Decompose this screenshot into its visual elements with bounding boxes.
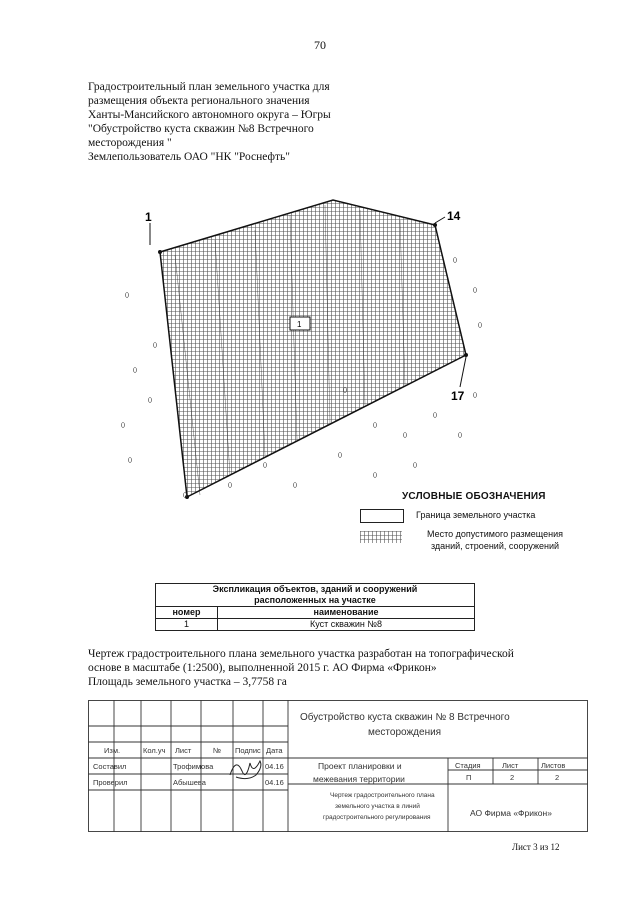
document-header — [88, 80, 408, 164]
stamp-name: Абышева — [173, 778, 206, 787]
stamp-drawing-line: Чертеж градостроительного плана — [330, 792, 435, 799]
stamp-stage-label: Стадия — [455, 761, 481, 770]
stamp-name: Трофимова — [173, 762, 214, 771]
description — [88, 647, 588, 689]
legend-zone-label — [410, 528, 580, 552]
page-number: 70 — [314, 38, 326, 52]
site-plan-map — [115, 195, 485, 500]
explication-caption-line: расположенных на участке — [254, 595, 376, 605]
object-marker-label: 1 — [297, 320, 302, 329]
table-row — [156, 619, 475, 631]
point-label: 17 — [451, 389, 465, 403]
header-line: "Обустройство куста скважин №8 Встречного — [88, 123, 314, 135]
header-line: месторождения " — [88, 137, 172, 149]
legend-zone-label-line: Место допустимого размещения — [426, 529, 563, 539]
explication-caption-line: Экспликация объектов, зданий и сооружений — [212, 584, 418, 594]
stamp-drawing-line: земельного участка в линий — [335, 803, 420, 810]
stamp-role: Составил — [93, 762, 127, 771]
stamp-date: 04.16 — [265, 778, 284, 787]
explication-caption — [156, 584, 475, 607]
stamp-sheet-value: 2 — [510, 773, 515, 782]
description-line: Чертеж градостроительного плана земельного участка разработан на топографической — [88, 648, 514, 660]
stamp-sheet-label: Лист — [502, 761, 519, 770]
stamp-stage-value: П — [466, 773, 472, 782]
description-line: основе в масштабе (1:2500), выполненной 2015 г. АО Фирма «Фрикон» — [88, 662, 437, 674]
stamp-sheets-label: Листов — [541, 761, 566, 770]
row-name: Куст скважин №8 — [218, 619, 475, 631]
header-line: Землепользователь ОАО "НК "Роснефть" — [88, 151, 290, 163]
header-line: Градостроительный план земельного участка для — [88, 81, 330, 93]
stamp-project-line: межевания территории — [313, 774, 405, 784]
stamp-col-list: Лист — [175, 746, 192, 755]
legend-title: УСЛОВНЫЕ ОБОЗНАЧЕНИЯ — [402, 491, 546, 502]
explication-table — [155, 583, 475, 631]
stamp-title-line: Обустройство куста скважин № 8 Встречного — [300, 712, 510, 723]
stamp-project-line: Проект планировки и — [318, 761, 402, 771]
legend-zone-label-line: зданий, строений, сооружений — [430, 541, 560, 551]
header-line: Ханты-Мансийского автономного округа – Югры — [88, 109, 331, 121]
legend-zone-symbol — [360, 531, 402, 543]
column-header-number: номер — [156, 607, 218, 619]
stamp-company: АО Фирма «Фрикон» — [470, 808, 552, 818]
stamp-role: Проверил — [93, 778, 128, 787]
legend-boundary-symbol — [360, 509, 404, 523]
description-line: Площадь земельного участка – 3,7758 га — [88, 676, 287, 688]
sheet-counter: Лист 3 из 12 — [512, 842, 560, 852]
stamp-title-line: месторождения — [368, 727, 442, 738]
stamp-col-izm: Изм. — [104, 746, 121, 755]
stamp-col-kol: Кол.уч — [143, 746, 166, 755]
stamp-drawing-line: градостроительного регулирования — [323, 814, 431, 821]
stamp-col-date: Дата — [266, 746, 283, 755]
header-line: размещения объекта регионального значения — [88, 95, 310, 107]
stamp-date: 04.16 — [265, 762, 284, 771]
row-number: 1 — [156, 619, 218, 631]
stamp-sheets-value: 2 — [555, 773, 560, 782]
land-plot-zone — [160, 200, 466, 497]
stamp-col-podp: Подпис — [235, 746, 261, 755]
point-label: 1 — [145, 210, 152, 224]
point-label: 14 — [447, 209, 461, 223]
stamp-col-doc: № — [213, 746, 222, 755]
column-header-name: наименование — [218, 607, 475, 619]
signature — [230, 761, 261, 779]
legend-boundary-label: Граница земельного участка — [416, 510, 536, 520]
